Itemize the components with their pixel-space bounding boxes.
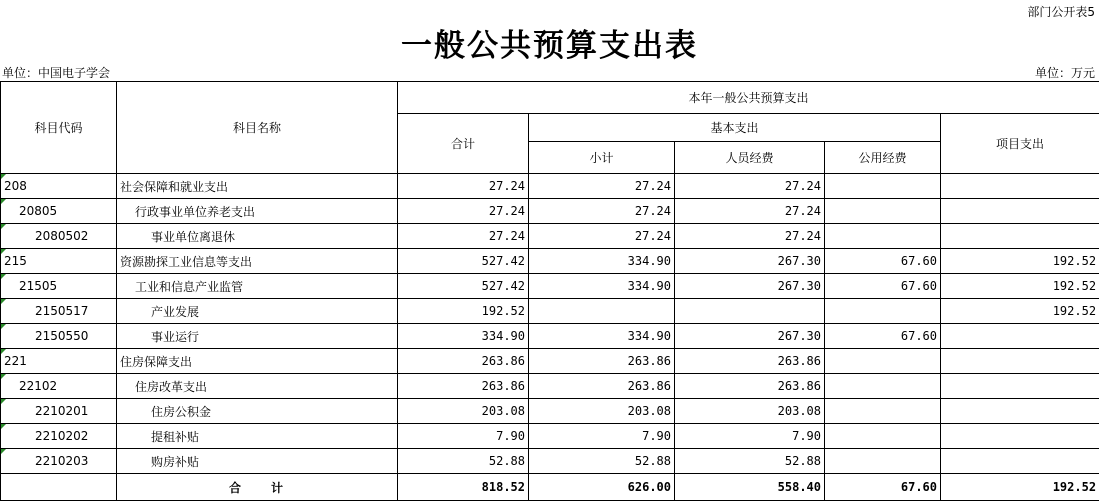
- row-public: [825, 374, 941, 399]
- row-code: 2150517: [1, 299, 117, 324]
- row-total: 263.86: [398, 374, 529, 399]
- row-subtotal: 263.86: [529, 349, 675, 374]
- budget-table: [0, 81, 1099, 501]
- row-name: 住房保障支出: [117, 349, 398, 374]
- row-name: 工业和信息产业监管: [117, 274, 398, 299]
- row-total: 263.86: [398, 349, 529, 374]
- organization-unit: 单位：中国电子学会: [2, 64, 110, 81]
- totals-personnel: 558.40: [675, 474, 825, 501]
- totals-public: 67.60: [825, 474, 941, 501]
- row-public: 67.60: [825, 249, 941, 274]
- table-row: [1, 249, 1099, 274]
- row-code: 22102: [1, 374, 117, 399]
- row-code: 221: [1, 349, 117, 374]
- totals-total: 818.52: [398, 474, 529, 501]
- row-subtotal: 27.24: [529, 224, 675, 249]
- row-project: [941, 199, 1099, 224]
- row-subtotal: 263.86: [529, 374, 675, 399]
- row-public: [825, 224, 941, 249]
- row-public: [825, 174, 941, 199]
- row-public: [825, 449, 941, 474]
- table-row: [1, 374, 1099, 399]
- row-total: 334.90: [398, 324, 529, 349]
- row-subtotal: [529, 299, 675, 324]
- table-row: [1, 274, 1099, 299]
- row-personnel: 27.24: [675, 224, 825, 249]
- row-name: 行政事业单位养老支出: [117, 199, 398, 224]
- row-personnel: 27.24: [675, 199, 825, 224]
- row-subtotal: 27.24: [529, 174, 675, 199]
- row-total: 203.08: [398, 399, 529, 424]
- col-header-subtotal: 小计: [529, 142, 675, 174]
- totals-code: [1, 474, 117, 501]
- col-header-code: 科目代码: [1, 82, 117, 174]
- row-project: [941, 224, 1099, 249]
- col-header-name: 科目名称: [117, 82, 398, 174]
- row-personnel: 263.86: [675, 374, 825, 399]
- row-total: 192.52: [398, 299, 529, 324]
- row-public: [825, 349, 941, 374]
- row-total: 527.42: [398, 249, 529, 274]
- row-public: [825, 299, 941, 324]
- col-header-basic: 基本支出: [529, 114, 941, 142]
- totals-label: 合 计: [117, 474, 398, 501]
- row-subtotal: 27.24: [529, 199, 675, 224]
- row-name: 事业运行: [117, 324, 398, 349]
- currency-unit: 单位：万元: [1035, 64, 1095, 81]
- page-title: 一般公共预算支出表: [0, 20, 1099, 65]
- row-total: 527.42: [398, 274, 529, 299]
- row-personnel: 27.24: [675, 174, 825, 199]
- row-total: 52.88: [398, 449, 529, 474]
- row-name: 社会保障和就业支出: [117, 174, 398, 199]
- row-project: [941, 174, 1099, 199]
- table-row: [1, 224, 1099, 249]
- row-total: 27.24: [398, 224, 529, 249]
- row-code: 2210202: [1, 424, 117, 449]
- col-header-group: 本年一般公共预算支出: [398, 82, 1099, 114]
- row-project: 192.52: [941, 274, 1099, 299]
- col-header-total: 合计: [398, 114, 529, 174]
- row-code: 208: [1, 174, 117, 199]
- row-total: 7.90: [398, 424, 529, 449]
- row-personnel: 203.08: [675, 399, 825, 424]
- row-subtotal: 203.08: [529, 399, 675, 424]
- row-name: 产业发展: [117, 299, 398, 324]
- row-code: 2210203: [1, 449, 117, 474]
- row-name: 住房改革支出: [117, 374, 398, 399]
- row-personnel: 263.86: [675, 349, 825, 374]
- row-personnel: 267.30: [675, 274, 825, 299]
- row-project: [941, 424, 1099, 449]
- table-row: [1, 299, 1099, 324]
- row-personnel: [675, 299, 825, 324]
- row-code: 215: [1, 249, 117, 274]
- row-code: 2080502: [1, 224, 117, 249]
- table-row: [1, 349, 1099, 374]
- row-code: 2150550: [1, 324, 117, 349]
- table-row: [1, 424, 1099, 449]
- totals-row: [1, 474, 1099, 501]
- row-public: [825, 424, 941, 449]
- row-project: [941, 324, 1099, 349]
- table-row: [1, 399, 1099, 424]
- col-header-personnel: 人员经费: [675, 142, 825, 174]
- row-code: 2210201: [1, 399, 117, 424]
- row-project: 192.52: [941, 249, 1099, 274]
- totals-subtotal: 626.00: [529, 474, 675, 501]
- row-personnel: 267.30: [675, 324, 825, 349]
- table-row: [1, 174, 1099, 199]
- row-name: 购房补贴: [117, 449, 398, 474]
- row-public: 67.60: [825, 324, 941, 349]
- row-name: 提租补贴: [117, 424, 398, 449]
- row-public: [825, 399, 941, 424]
- row-subtotal: 334.90: [529, 274, 675, 299]
- report-number: 部门公开表5: [1027, 3, 1095, 20]
- row-project: [941, 399, 1099, 424]
- row-personnel: 52.88: [675, 449, 825, 474]
- row-name: 资源勘探工业信息等支出: [117, 249, 398, 274]
- row-total: 27.24: [398, 199, 529, 224]
- row-personnel: 7.90: [675, 424, 825, 449]
- col-header-project: 项目支出: [941, 114, 1099, 174]
- table-row: [1, 324, 1099, 349]
- row-subtotal: 334.90: [529, 249, 675, 274]
- row-name: 住房公积金: [117, 399, 398, 424]
- row-project: [941, 349, 1099, 374]
- row-public: [825, 199, 941, 224]
- col-header-public: 公用经费: [825, 142, 941, 174]
- row-subtotal: 7.90: [529, 424, 675, 449]
- row-project: [941, 374, 1099, 399]
- row-personnel: 267.30: [675, 249, 825, 274]
- row-subtotal: 52.88: [529, 449, 675, 474]
- row-code: 21505: [1, 274, 117, 299]
- row-project: 192.52: [941, 299, 1099, 324]
- table-row: [1, 449, 1099, 474]
- row-total: 27.24: [398, 174, 529, 199]
- row-code: 20805: [1, 199, 117, 224]
- row-name: 事业单位离退休: [117, 224, 398, 249]
- row-subtotal: 334.90: [529, 324, 675, 349]
- table-row: [1, 199, 1099, 224]
- totals-project: 192.52: [941, 474, 1099, 501]
- row-project: [941, 449, 1099, 474]
- row-public: 67.60: [825, 274, 941, 299]
